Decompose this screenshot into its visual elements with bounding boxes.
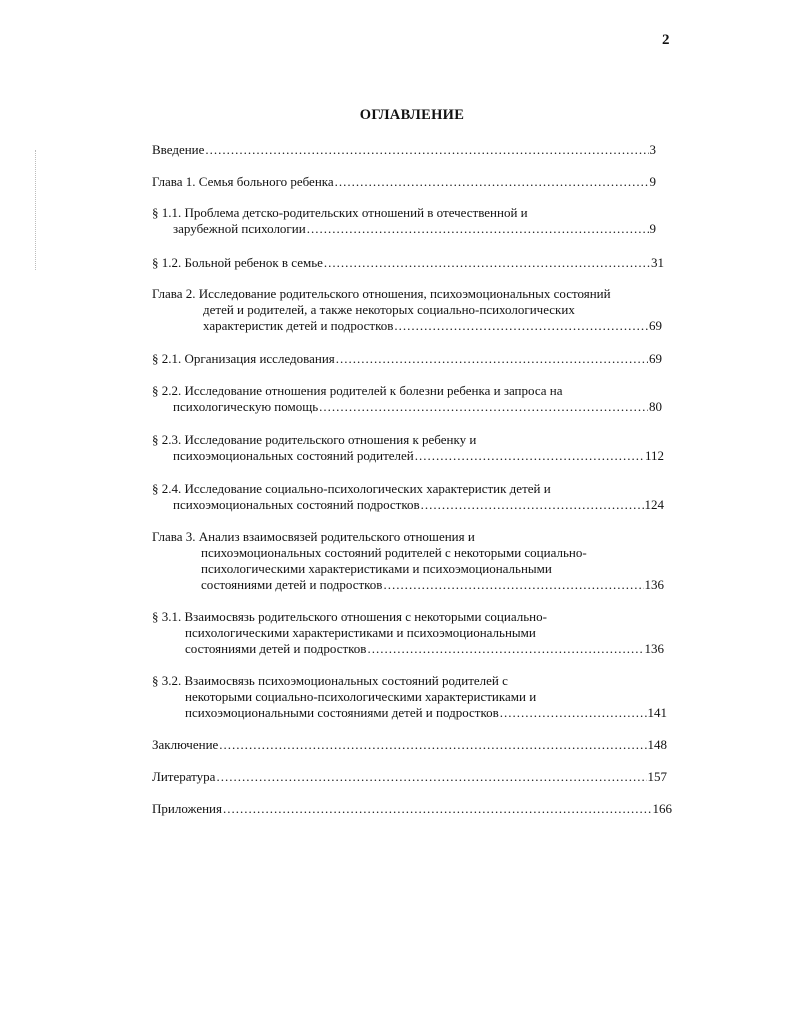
leader-dots (307, 221, 649, 237)
toc-entry-label-continued: детей и родителей, а также некоторых социально-психологических (203, 302, 575, 317)
toc-title: ОГЛАВЛЕНИЕ (359, 107, 465, 123)
leader-dots (367, 641, 643, 657)
toc-entry-label-continued: некоторыми социально-психологическими характеристиками и (185, 689, 537, 704)
leader-dots (500, 705, 647, 721)
toc-entry-label: § 2.3. Исследование родительского отношения к ребенку и (152, 432, 477, 447)
toc-entry-label-continued: психологическую помощь (173, 399, 319, 414)
toc-entry-chapter-1[interactable] (152, 174, 656, 190)
toc-entry-label-continued: состояниями детей и подростков (185, 641, 367, 656)
toc-entry-label: § 2.1. Организация исследования (152, 351, 335, 366)
leader-dots (394, 318, 648, 334)
toc-entry-label: Глава 2. Исследование родительского отношения, психоэмоциональных состояний (152, 286, 611, 301)
leader-dots (205, 142, 648, 158)
toc-entry-label-continued: психологическими характеристиками и психоэмоциональными (185, 625, 536, 640)
toc-page-number: 31 (651, 255, 664, 270)
toc-entry-label: § 1.1. Проблема детско-родительских отношений в отечественной и (152, 205, 528, 220)
toc-entry-label: Глава 1. Семья больного ребенка (152, 174, 334, 189)
toc-entry-label: Литература (152, 769, 216, 784)
leader-dots (335, 174, 649, 190)
toc-entry-label: Введение (152, 142, 205, 157)
toc-page-number: 69 (649, 318, 662, 333)
toc-page-number: 3 (649, 142, 656, 157)
toc-entry-literature[interactable] (152, 769, 667, 785)
toc-page-number: 80 (649, 399, 662, 414)
toc-entry-label-continued: психоэмоциональных состояний родителей с некоторыми социально- (201, 545, 587, 560)
toc-entry-label-continued: психоэмоциональных состояний родителей (173, 448, 414, 463)
toc-entry-section-2-1[interactable] (152, 351, 662, 367)
toc-entry-label-continued: характеристик детей и подростков (203, 318, 394, 333)
leader-dots (324, 255, 650, 271)
toc-entry-section-1-1[interactable] (152, 205, 656, 237)
toc-entry-label: § 2.2. Исследование отношения родителей к болезни ребенка и запроса на (152, 383, 563, 398)
toc-entry-label: § 3.1. Взаимосвязь родительского отношения с некоторыми социально- (152, 609, 547, 624)
toc-page-number: 69 (649, 351, 662, 366)
leader-dots (319, 399, 648, 415)
leader-dots (421, 497, 644, 513)
toc-entry-section-2-2[interactable] (152, 383, 662, 415)
toc-entry-label-continued: психоэмоциональными состояниями детей и подростков (185, 705, 499, 720)
toc-page-number: 112 (644, 448, 664, 463)
toc-page-number: 166 (652, 801, 672, 816)
toc-entry-label: Глава 3. Анализ взаимосвязей родительского отношения и (152, 529, 475, 544)
toc-page-number: 9 (649, 221, 656, 236)
toc-entry-appendices[interactable] (152, 801, 672, 817)
leader-dots (383, 577, 643, 593)
toc-entry-introduction[interactable] (152, 142, 656, 158)
toc-entry-section-2-3[interactable] (152, 432, 664, 464)
scan-margin-mark (35, 150, 37, 270)
toc-entry-conclusion[interactable] (152, 737, 667, 753)
toc-page-number: 136 (644, 577, 664, 592)
leader-dots (336, 351, 648, 367)
toc-page-number: 141 (647, 705, 667, 720)
toc-entry-label: § 1.2. Больной ребенок в семье (152, 255, 323, 270)
toc-entry-label: § 2.4. Исследование социально-психологических характеристик детей и (152, 481, 551, 496)
toc-page-number: 9 (649, 174, 656, 189)
toc-entry-label: Приложения (152, 801, 222, 816)
toc-entry-label-continued: состояниями детей и подростков (201, 577, 383, 592)
toc-entry-section-3-1[interactable] (152, 609, 664, 657)
toc-entry-chapter-2[interactable] (152, 286, 662, 334)
toc-entry-section-2-4[interactable] (152, 481, 664, 513)
leader-dots (223, 801, 652, 817)
toc-entry-label-continued: зарубежной психологии (173, 221, 306, 236)
toc-entry-label-continued: психоэмоциональных состояний подростков (173, 497, 420, 512)
toc-page-number: 136 (644, 641, 664, 656)
toc-entry-section-3-2[interactable] (152, 673, 667, 721)
leader-dots (415, 448, 644, 464)
toc-entry-label: Заключение (152, 737, 219, 752)
toc-entry-section-1-2[interactable] (152, 255, 664, 271)
toc-entry-chapter-3[interactable] (152, 529, 664, 593)
toc-entry-label: § 3.2. Взаимосвязь психоэмоциональных состояний родителей с (152, 673, 508, 688)
toc-page-number: 124 (644, 497, 664, 512)
toc-page-number: 148 (647, 737, 667, 752)
leader-dots (219, 737, 646, 753)
toc-page-number: 157 (647, 769, 667, 784)
toc-entry-label-continued: психологическими характеристиками и психоэмоциональными (201, 561, 552, 576)
page-number: 2 (662, 32, 670, 48)
leader-dots (216, 769, 646, 785)
